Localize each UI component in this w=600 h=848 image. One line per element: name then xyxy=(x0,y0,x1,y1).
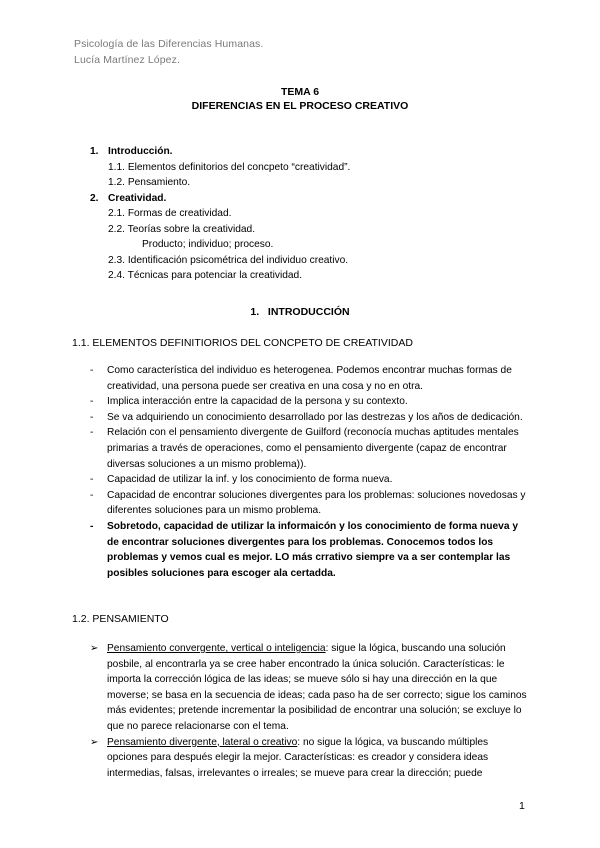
arrow-list-pensamiento xyxy=(90,641,530,781)
list-item: ➢ Pensamiento convergente, vertical o inteligencia: sigue la lógica, buscando una solución posbile, al encontrarla ya se cree haber encontrado la única solución. Características: le importa la corrección lógica de las ideas; se mueve sólo si hay una dirección en la que moverse; se basa en la secuencia de ideas; cada paso ha de ser correcto; sigue los caminos más evidentes; pretende incrementar la posibilidad de encontrar una solución; se excluye lo que no parece relacionarse con el tema. xyxy=(90,643,527,732)
toc-num-2: 2. xyxy=(90,192,99,204)
list-item: - Relación con el pensamiento divergente de Guilford (reconocía muchas aptitudes mentales primarias a través de operaciones, como el pensamiento divergente (capaz de encontrar diversas soluciones a un mismo problema)). xyxy=(90,427,519,470)
toc-item: Introducción. xyxy=(108,146,173,157)
subsection-heading-1-2: 1.2. PENSAMIENTO xyxy=(72,613,169,625)
bullet-mark: - xyxy=(90,520,94,532)
arrow-bullet-icon: ➢ xyxy=(90,643,99,654)
term-divergente: Pensamiento divergente, lateral o creativo xyxy=(107,736,298,748)
toc-item: 1.2. Pensamiento. xyxy=(108,177,191,188)
toc-item: 2.3. Identificación psicométrica del individuo creativo. xyxy=(108,254,349,266)
header-author: Lucía Martínez López. xyxy=(74,54,180,66)
section-number: 1. xyxy=(250,306,260,318)
list-item: - Sobretodo, capacidad de utilizar la informaicón y los conocimiento de forma nueva y de encontrar soluciones divergentes para los problemas. Conocemos todos los problemas y vemos cual es mejor. LO más crrativo siempre va a ser contemplar las posibles soluciones para escoger ala certadda. xyxy=(90,520,518,579)
bullet-mark: - xyxy=(90,489,94,501)
subsection-heading-1-1: 1.1. ELEMENTOS DEFINITIORIOS DEL CONCPETO DE CREATIVIDAD xyxy=(72,337,413,349)
bullet-mark: - xyxy=(90,365,94,376)
section-heading-introduccion xyxy=(0,306,600,318)
list-item: - Capacidad de utilizar la inf. y los conocimiento de forma nueva. xyxy=(90,472,530,488)
bullet-mark: - xyxy=(90,427,94,439)
list-item: ➢ Pensamiento divergente, lateral o creativo: no sigue la lógica, va buscando múltiples opciones para después elegir la mejor. Características: es creador y considera ideas intermedias, falsas, irrelevantes o irreales; se mueve para crear la dirección; puede xyxy=(90,736,489,779)
bullet-list-elementos xyxy=(90,363,530,581)
bullet-mark: - xyxy=(90,474,94,486)
toc-num-1: 1. xyxy=(90,146,99,157)
section-title: INTRODUCCIÓN xyxy=(267,306,350,318)
list-item: - Capacidad de encontrar soluciones divergentes para los problemas: soluciones novedosas y diferentes soluciones para un mismo problema. xyxy=(90,489,526,517)
page-number: 1 xyxy=(519,800,525,812)
list-item: - Como característica del individuo es heterogenea. Podemos encontrar muchas formas de creatividad, una persona puede ser creativa en una cosa y no en otra. xyxy=(90,365,512,392)
toc-item: 2.2. Teorías sobre la creatividad. xyxy=(108,223,256,235)
tema-number: TEMA 6 xyxy=(280,86,320,98)
tema-title: DIFERENCIAS EN EL PROCESO CREATIVO xyxy=(191,100,409,112)
term-convergente: Pensamiento convergente, vertical o inteligencia xyxy=(107,643,326,654)
toc-item: 2.4. Técnicas para potenciar la creatividad. xyxy=(108,270,303,281)
toc-item: 1.1. Elementos definitorios del concpeto “creatividad”. xyxy=(108,161,351,173)
list-item: - Implica interacción entre la capacidad de la persona y su contexto. xyxy=(90,394,530,410)
toc-item: Producto; individuo; proceso. xyxy=(142,239,274,250)
arrow-bullet-icon: ➢ xyxy=(90,736,99,748)
list-item: - Se va adquiriendo un conocimiento desarrollado por las destrezas y los años de dedicación. xyxy=(90,410,530,426)
header-course: Psicología de las Diferencias Humanas. xyxy=(74,38,264,50)
bullet-mark: - xyxy=(90,396,94,408)
toc-item: Creatividad. xyxy=(108,192,167,204)
bullet-mark: - xyxy=(90,411,94,423)
toc-item: 2.1. Formas de creatividad. xyxy=(108,208,232,219)
